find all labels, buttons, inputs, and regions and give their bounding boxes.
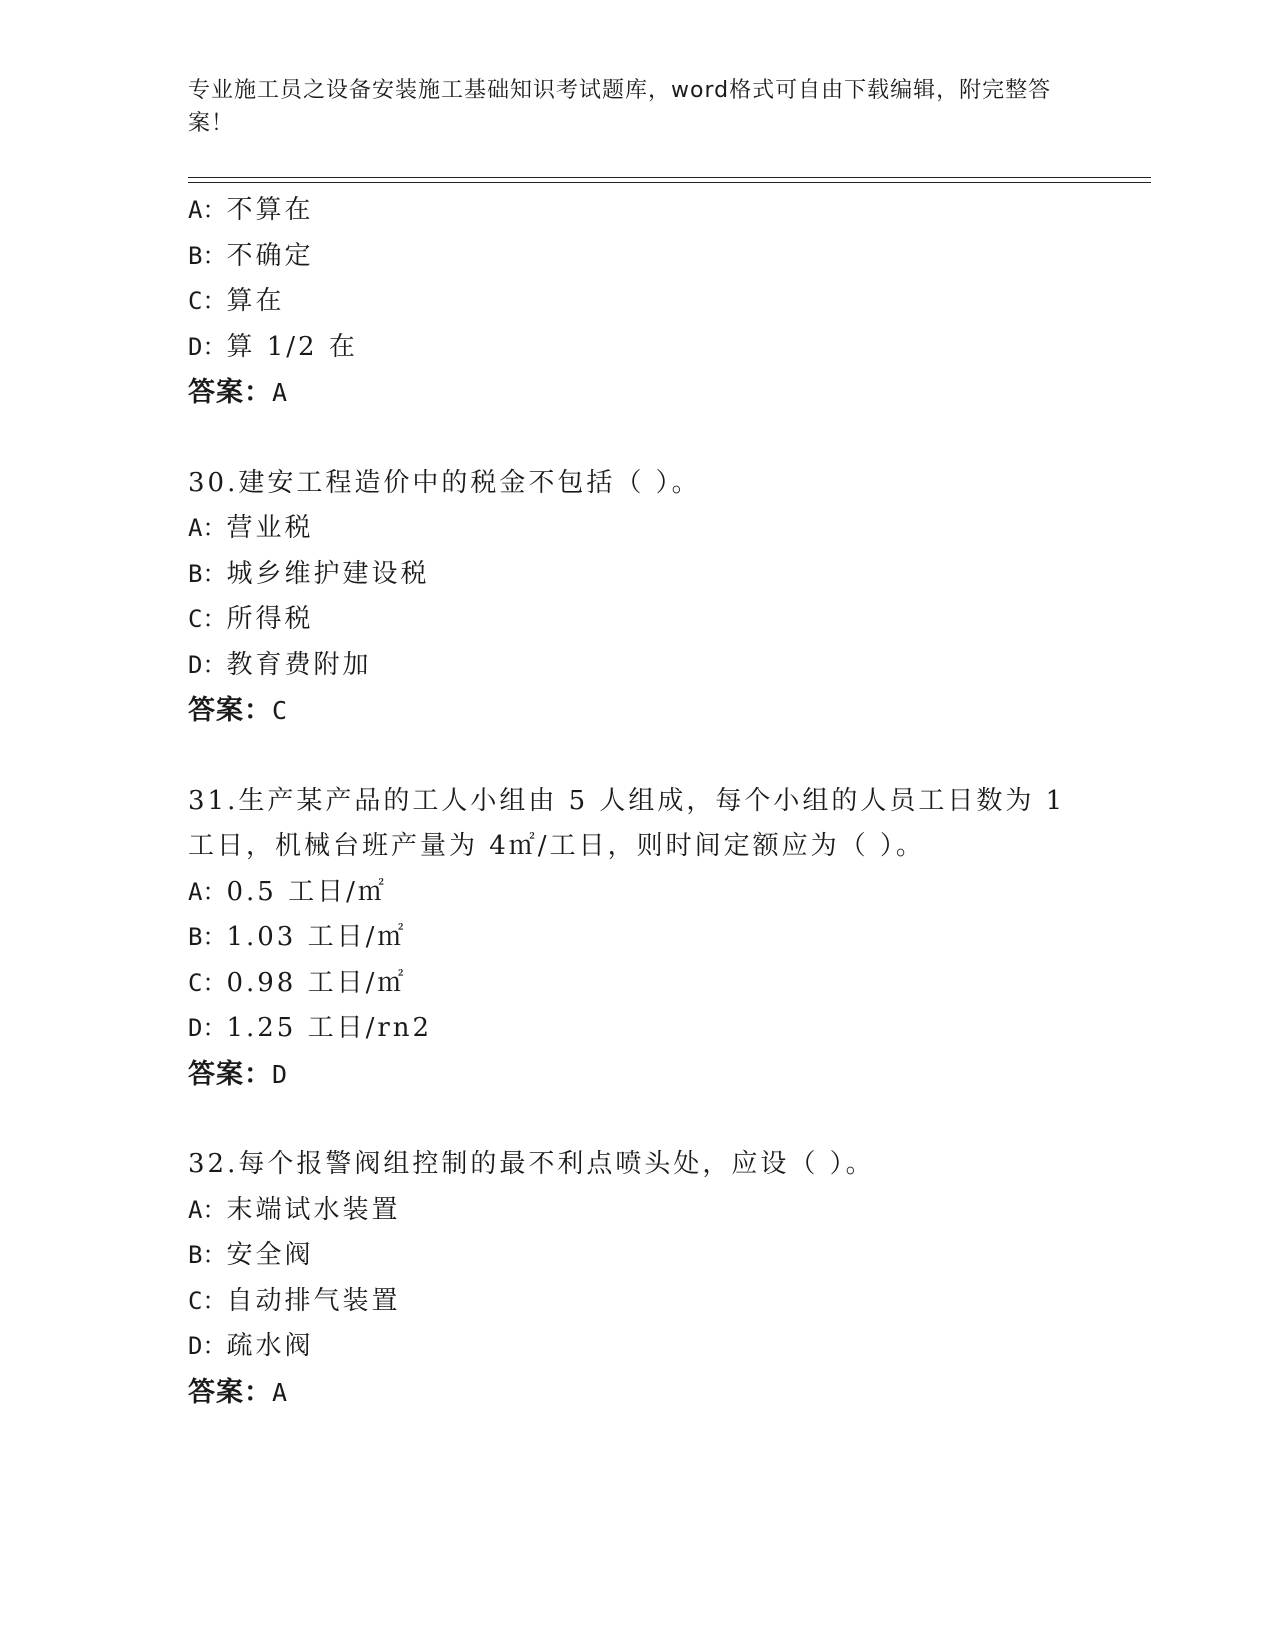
question-block-30 <box>188 461 1128 734</box>
answer-line: 答案：A <box>188 377 289 408</box>
question-block-31 <box>188 779 1128 1098</box>
option-b: B：1.03 工日/㎡ <box>188 922 407 952</box>
option-a: A：营业税 <box>188 513 314 543</box>
option-d: D：教育费附加 <box>188 649 372 680</box>
spacer <box>188 1097 1128 1142</box>
option-d: D：疏水阀 <box>188 1331 314 1361</box>
option-c: C：算在 <box>188 286 285 316</box>
header-divider-bottom <box>188 182 1151 183</box>
answer-line: 答案：C <box>188 695 289 726</box>
option-c: C：所得税 <box>188 604 314 634</box>
option-c: C：自动排气装置 <box>188 1285 401 1316</box>
question-text: 30.建安工程造价中的税金不包括（ ）。 <box>188 467 701 498</box>
question-list <box>188 188 1128 1415</box>
option-b: B：不确定 <box>188 240 314 271</box>
option-d: D：1.25 工日/rn2 <box>188 1013 433 1043</box>
answer-line: 答案：D <box>188 1058 289 1090</box>
header-divider-top <box>188 177 1151 178</box>
spacer <box>188 734 1128 779</box>
option-b: B：城乡维护建设税 <box>188 558 430 589</box>
question-text: 32.每个报警阀组控制的最不利点喷头处，应设（ ）。 <box>188 1149 875 1179</box>
option-a: A：末端试水装置 <box>188 1194 401 1225</box>
question-block-29 <box>188 188 1128 416</box>
option-b: B：安全阀 <box>188 1240 314 1270</box>
question-block-32 <box>188 1142 1128 1415</box>
option-a: A：0.5 工日/㎡ <box>188 876 387 907</box>
document-header: 专业施工员之设备安装施工基础知识考试题库，word格式可自由下载编辑，附完整答案！ <box>188 78 1052 136</box>
question-text: 31.生产某产品的工人小组由 5 人组成，每个小组的人员工日数为 1 工日，机械台班产量为 4㎡/工日，则时间定额应为（ ）。 <box>188 785 1066 861</box>
option-a: A：不算在 <box>188 195 314 225</box>
spacer <box>188 416 1128 461</box>
option-c: C：0.98 工日/㎡ <box>188 967 407 998</box>
option-d: D：算 1/2 在 <box>188 331 358 362</box>
answer-line: 答案：A <box>188 1376 289 1408</box>
